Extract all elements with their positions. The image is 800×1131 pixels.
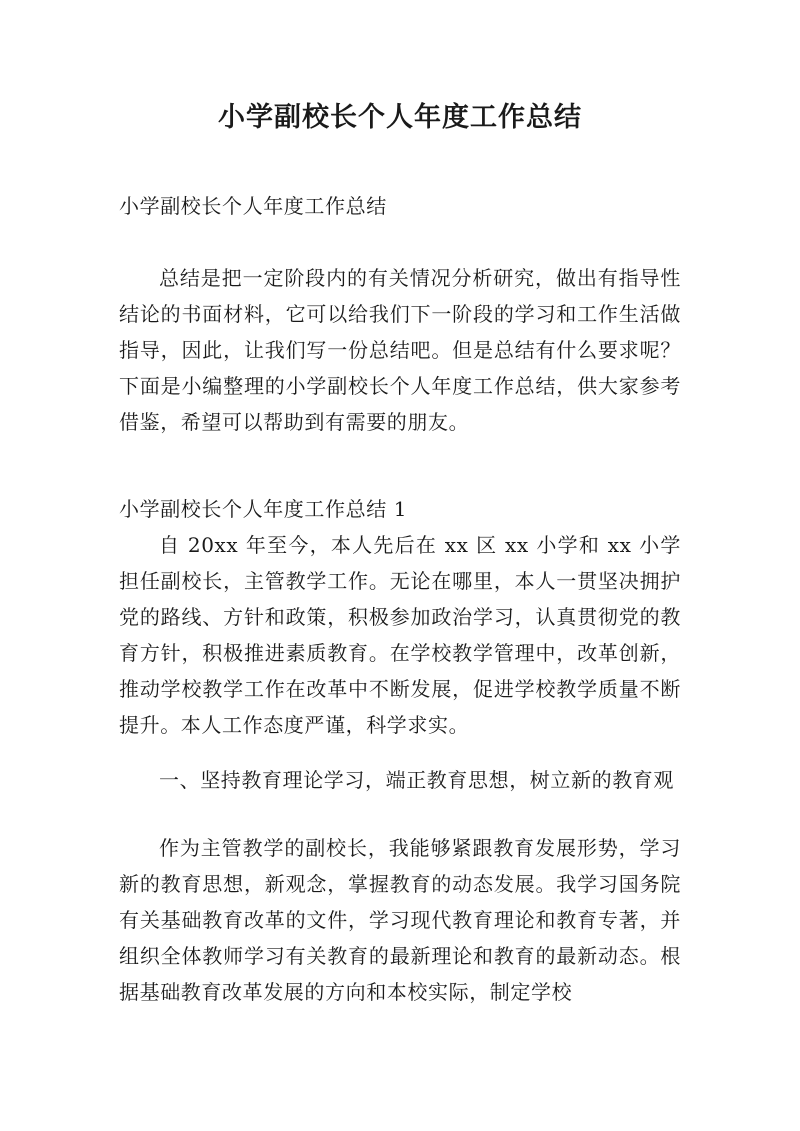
intro-paragraph: 总结是把一定阶段内的有关情况分析研究，做出有指导性结论的书面材料，它可以给我们下一阶段的学习和工作生活做指导，因此，让我们写一份总结吧。但是总结有什么要求呢？下面是小编整理的小学副校长个人年度工作总结，供大家参考借鉴，希望可以帮助到有需要的朋友。 (119, 266, 681, 434)
body-paragraph: 自 20xx 年至今，本人先后在 xx 区 xx 小学和 xx 小学担任副校长，主管教学工作。无论在哪里，本人一贯坚决拥护党的路线、方针和政策，积极参加政治学习，认真贯彻党的教育方针，积极推进素质教育。在学校教学管理中，改革创新，推动学校教学工作在改革中不断发展，促进学校教学质量不断提升。本人工作态度严谨，科学求实。 (119, 533, 681, 737)
document-subtitle: 小学副校长个人年度工作总结 (119, 194, 387, 218)
section-heading: 一、坚持教育理论学习，端正教育思想，树立新的教育观 (159, 768, 674, 792)
body-paragraph: 作为主管教学的副校长，我能够紧跟教育发展形势，学习新的教育思想，新观念，掌握教育的动态发展。我学习国务院有关基础教育改革的文件，学习现代教育理论和教育专著，并组织全体教师学习有关教育的最新理论和教育的最新动态。根据基础教育改革发展的方向和本校实际，制定学校 (119, 836, 681, 1004)
document-title: 小学副校长个人年度工作总结 (218, 102, 582, 133)
section-title: 小学副校长个人年度工作总结 1 (119, 497, 408, 521)
